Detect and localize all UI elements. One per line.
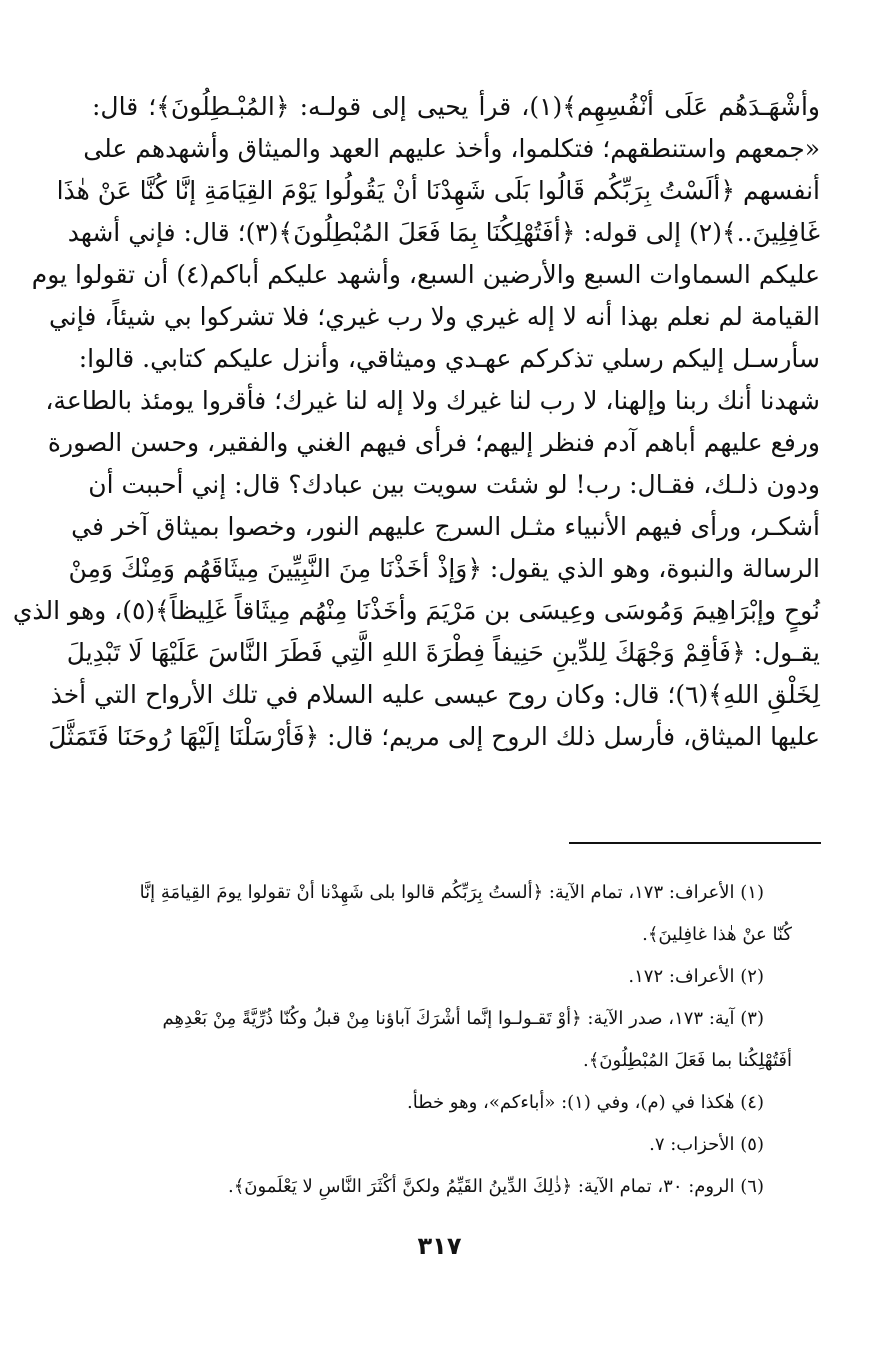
text-line: وأشْهَـدَهُم عَلَى أنْفُسِهِم﴾(١)، قرأ يحيى إلى قولـه: ﴿المُبْـطِلُونَ﴾؛ قال: (92, 92, 820, 121)
footnote-2: (٢) الأعراف: ١٧٢. (628, 966, 764, 987)
text-line: سأرسـل إليكم رسلي تذكركم عهـدي وميثاقي، وأنزل عليكم كتابي. قالوا: (78, 344, 820, 373)
text-line: يقـول: ﴿فَأقِمْ وَجْهَكَ لِلدِّينِ حَنِيفاً فِطْرَةَ اللهِ الَّتِي فَطَرَ النَّاسَ عَلَيْهَا لَا تَبْدِيلَ (66, 638, 820, 667)
footnote-4: (٤) هٰكذا في (م)، وفي (١): «أباءكم»، وهو خطأ. (406, 1092, 764, 1113)
footnote-5: (٥) الأحزاب: ٧. (649, 1134, 764, 1155)
text-line: نُوحٍ وإبْرَاهِيمَ وَمُوسَى وعِيسَى بن مَرْيَمَ وأخَذْنَا مِنْهُم مِيثَاقاً غَلِيظاً﴾(٥)، وهو الذي (12, 596, 820, 625)
text-line: الرسالة والنبوة، وهو الذي يقول: ﴿وَإذْ أخَذْنَا مِنَ النَّبِيِّينَ مِيثَاقَهُم وَمِنْكَ وَمِنْ (68, 554, 820, 583)
footnote-1: (١) الأعراف: ١٧٣، تمام الآية: ﴿ألستُ بِرَبِّكُم قالوا بلى شَهِدْنا أنْ تقولوا يومَ القِيامَةِ إنَّا (139, 882, 764, 903)
footnotes-block (92, 872, 792, 1208)
main-text-block (12, 86, 820, 758)
text-line: غَافِلِينَ..﴾(٢) إلى قوله: ﴿أفَتُهْلِكُنَا بِمَا فَعَلَ المُبْطِلُونَ﴾(٣)؛ قال: فإني أشهد (67, 218, 820, 247)
footnote-3: (٣) آية: ١٧٣، صدر الآية: ﴿أوْ تَقـولـوا إنَّما أشْرَكَ آباؤنا مِنْ قبلُ وكُنّا ذُرِّيَّةً مِنْ بَعْدِهِم (162, 1008, 764, 1029)
text-line: عليها الميثاق، فأرسل ذلك الروح إلى مريم؛ قال: ﴿فَأرْسَلْنَا إلَيْهَا رُوحَنَا فَتَمَثَّلَ (48, 722, 820, 751)
text-line: أشكـر، ورأى فيهم الأنبياء مثـل السرج عليهم النور، وخصوا بميثاق آخر في (71, 512, 820, 541)
footnote-separator (569, 842, 821, 844)
text-line: أنفسهم ﴿ألَسْتُ بِرَبِّكُم قَالُوا بَلَى شَهِدْنَا أنْ يَقُولُوا يَوْمَ القِيَامَةِ إنَّا كُنَّا عَنْ هٰذَا (56, 176, 820, 205)
text-line: عليكم السماوات السبع والأرضين السبع، وأشهد عليكم أباكم(٤) أن تقولوا يوم (31, 260, 820, 289)
text-line: القيامة لم نعلم بهذا أنه لا إله غيري ولا رب غيري؛ فلا تشركوا بي شيئاً، فإني (48, 302, 820, 331)
text-line: شهدنا أنك ربنا وإلهنا، لا رب لنا غيرك ولا إله لنا غيرك؛ فأقروا يومئذ بالطاعة، (45, 386, 820, 415)
footnote-6: (٦) الروم: ٣٠، تمام الآية: ﴿ذٰلِكَ الدِّينُ القَيِّمُ ولكنَّ أكْثَرَ النَّاسِ لا يَعْلَمونَ﴾. (227, 1176, 764, 1197)
text-line: «جمعهم واستنطقهم؛ فتكلموا، وأخذ عليهم العهد والميثاق وأشهدهم على (83, 134, 820, 163)
footnote-1-continuation: كُنّا عنْ هٰذا غافِلينَ﴾. (642, 924, 792, 945)
footnote-3-continuation: أفَتُهْلِكُنا بما فَعَلَ المُبْطِلُونَ﴾. (583, 1050, 792, 1071)
text-line: ودون ذلـك، فقـال: رب! لو شئت سويت بين عبادك؟ قال: إني أحببت أن (88, 470, 820, 499)
text-line: ورفع عليهم أباهم آدم فنظر إليهم؛ فرأى فيهم الغني والفقير، وحسن الصورة (47, 428, 820, 457)
page-number: ٣١٧ (417, 1232, 462, 1260)
text-line: لِخَلْقِ اللهِ﴾(٦)؛ قال: وكان روح عيسى عليه السلام في تلك الأرواح التي أخذ (50, 680, 820, 709)
